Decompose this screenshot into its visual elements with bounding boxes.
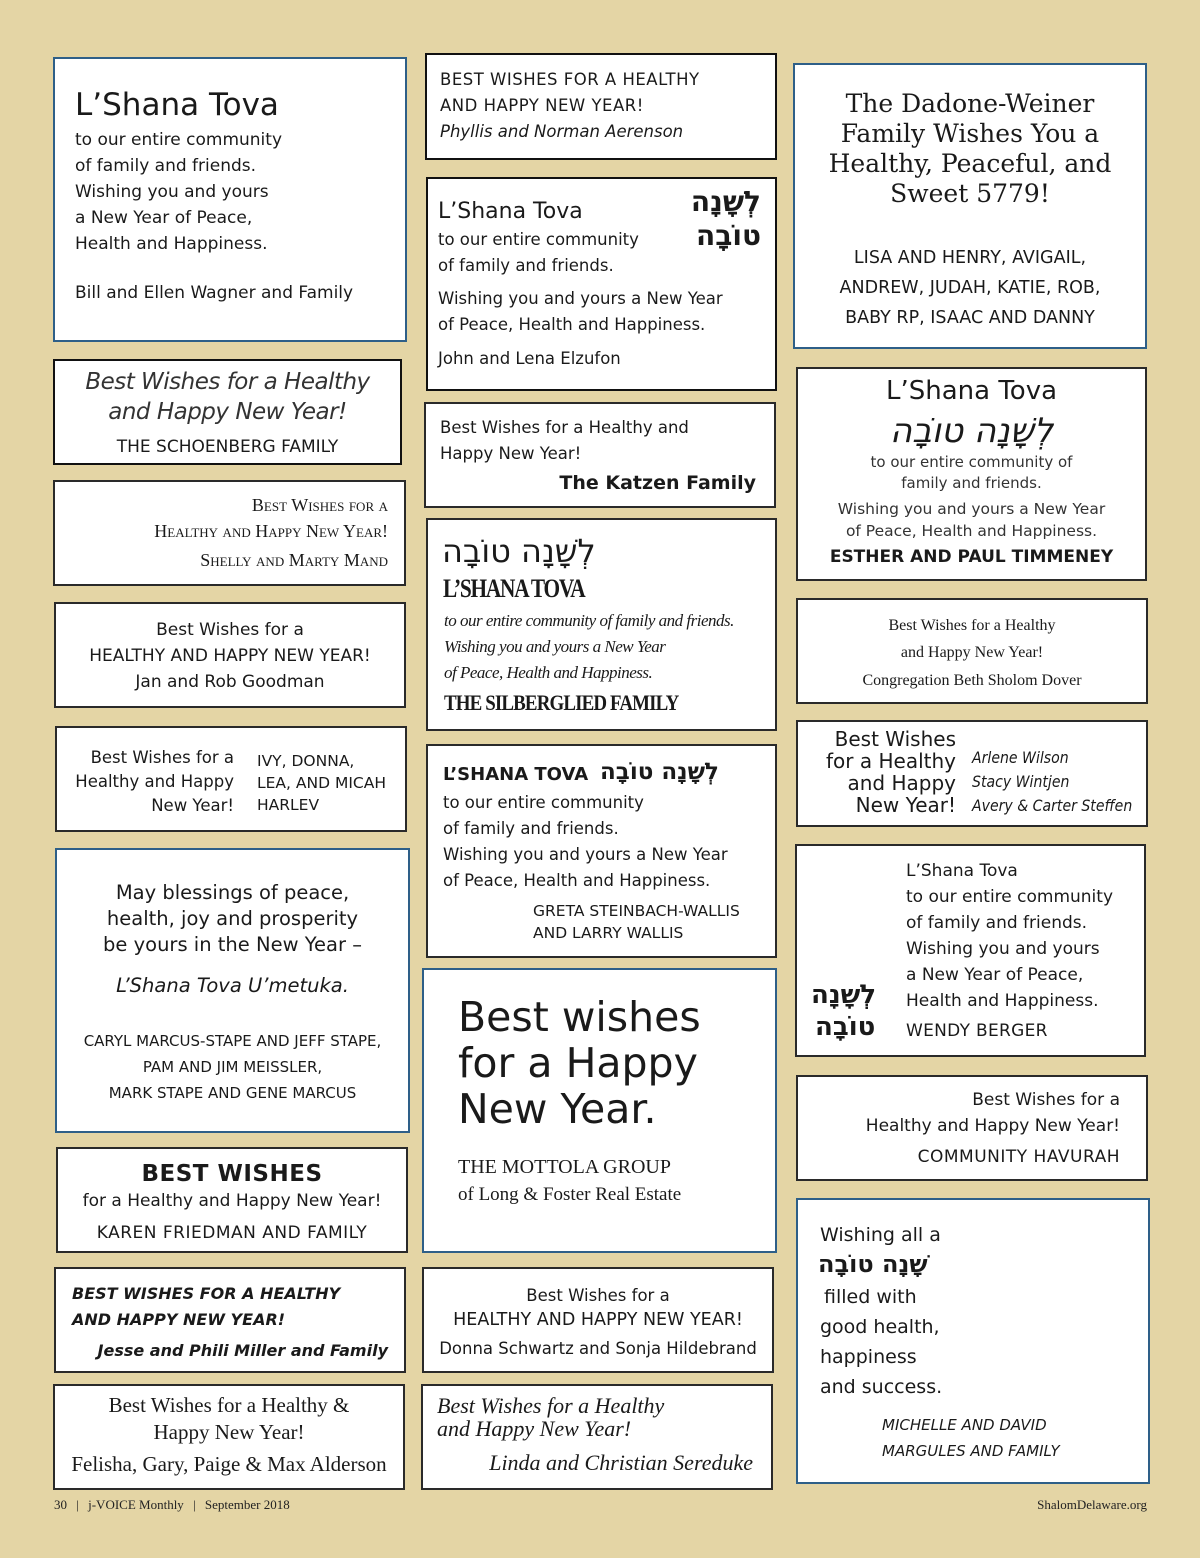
card-line: Healthy and Happy — [75, 772, 234, 791]
card-line: Wishing you and yours a New Year — [443, 845, 728, 864]
greeting-card-elzufon — [426, 177, 777, 391]
card-line: to our entire community — [438, 230, 639, 249]
card-line: for a Healthy and Happy New Year! — [82, 1191, 382, 1211]
card-line: to our entire community — [443, 793, 644, 812]
card-signature: Bill and Ellen Wagner and Family — [75, 283, 354, 303]
greeting-card-miller — [54, 1267, 406, 1373]
card-line: Best Wishes for a Healthy — [85, 369, 370, 395]
card-signature: WENDY BERGER — [906, 1021, 1048, 1041]
card-signature: MICHELLE AND DAVID — [882, 1416, 1047, 1434]
card-line: L’Shana Tova U’metuka. — [116, 974, 349, 997]
card-line: of family and friends. — [443, 819, 619, 838]
greeting-card-silberglied — [426, 518, 777, 731]
card-title: L’Shana Tova — [438, 199, 583, 224]
card-line: Happy New Year! — [440, 444, 582, 463]
card-line: AND HAPPY NEW YEAR! — [72, 1310, 286, 1329]
publication-name: j-VOICE Monthly — [88, 1497, 184, 1512]
card-signature: PAM AND JIM MEISSLER, — [142, 1058, 323, 1076]
card-line: Best Wishes for a Healthy — [888, 617, 1056, 634]
card-line: Healthy, Peaceful, and — [828, 149, 1112, 178]
card-line: Best Wishes for a — [526, 1286, 670, 1305]
card-line: health, joy and prosperity — [106, 907, 359, 930]
card-signature: MARK STAPE AND GENE MARCUS — [108, 1084, 357, 1102]
hebrew-greeting: לְשָׁנָה טוֹבָה — [600, 759, 719, 785]
page-footer — [54, 1497, 290, 1513]
greeting-card-dadone-weiner — [793, 63, 1147, 349]
card-line: Wishing you and yours a New Year — [438, 289, 723, 308]
greeting-card-havurah — [796, 1075, 1148, 1181]
page-number: 30 — [54, 1497, 67, 1512]
greeting-card-schwartz — [422, 1267, 774, 1373]
card-line: Best Wishes for a Healthy & — [108, 1393, 350, 1417]
card-line: Best Wishes for a Healthy and — [440, 418, 689, 437]
card-line: Best Wishes — [834, 727, 956, 751]
card-signature: THE SILBERGLIED FAMILY — [444, 690, 679, 715]
card-signature: ESTHER AND PAUL TIMMENEY — [829, 547, 1114, 567]
card-line: of Peace, Health and Happiness. — [443, 871, 711, 890]
greeting-card-wilson — [796, 720, 1148, 827]
card-line: Healthy and Happy New Year! — [154, 521, 388, 541]
card-signature: Shelly and Marty Mand — [200, 550, 388, 570]
greeting-card-margules — [796, 1198, 1150, 1484]
hebrew-greeting: שָׁנָה טוֹבָה — [818, 1250, 928, 1278]
card-signature: LEA, AND MICAH — [257, 774, 386, 792]
card-line: New Year! — [855, 793, 956, 817]
card-signature: Congregation Beth Sholom Dover — [862, 672, 1082, 689]
card-line: The Dadone-Weiner — [845, 89, 1095, 118]
card-line: to our entire community — [906, 887, 1114, 907]
card-line: New Year! — [151, 796, 234, 815]
greeting-card-wagner — [53, 57, 407, 342]
card-title: Best wishes — [458, 993, 701, 1041]
card-line: and Happy New Year! — [108, 399, 347, 425]
card-line: Healthy and Happy New Year! — [865, 1116, 1120, 1136]
card-signature: Avery & Carter Steffen — [972, 796, 1133, 815]
card-signature: BABY RP, ISAAC AND DANNY — [845, 308, 1095, 328]
card-signature: Phyllis and Norman Aerenson — [440, 122, 684, 141]
card-title: L’Shana Tova — [906, 861, 1018, 881]
card-line: to our entire community of family and friends. — [444, 611, 734, 630]
card-line: of Peace, Health and Happiness. — [444, 663, 653, 682]
card-signature: GRETA STEINBACH-WALLIS — [533, 902, 740, 920]
card-signature: Donna Schwartz and Sonja Hildebrand — [439, 1339, 757, 1358]
greeting-card-mand — [53, 480, 406, 586]
card-line: to our entire community of — [870, 453, 1073, 471]
card-line: Wishing all a — [820, 1224, 941, 1246]
card-line: Health and Happiness. — [75, 234, 268, 254]
card-line: Best Wishes for a — [251, 495, 388, 515]
card-signature: HARLEV — [257, 796, 320, 814]
card-line: family and friends. — [901, 474, 1042, 492]
greeting-card-wallis — [426, 744, 777, 958]
card-line: Best Wishes for a Healthy — [437, 1393, 665, 1418]
card-line: Happy New Year! — [153, 1420, 305, 1444]
card-title: L’Shana Tova — [885, 376, 1058, 406]
card-line: and success. — [820, 1376, 943, 1398]
card-title: L’SHANA TOVA — [443, 574, 585, 603]
card-signature: Felisha, Gary, Paige & Max Alderson — [71, 1452, 387, 1476]
card-title: New Year. — [458, 1085, 657, 1133]
card-line: BEST WISHES FOR A HEALTHY — [72, 1284, 341, 1303]
card-signature: of Long & Foster Real Estate — [458, 1184, 682, 1205]
card-line: Best Wishes for a — [156, 620, 304, 640]
greeting-card-aerenson — [425, 53, 777, 160]
card-line: a New Year of Peace, — [75, 208, 253, 228]
greeting-card-mottola — [422, 968, 777, 1253]
card-title: L’SHANA TOVA — [443, 764, 589, 785]
hebrew-greeting: טוֹבָה — [815, 1012, 876, 1042]
card-line: and Happy New Year! — [900, 644, 1044, 661]
card-line: Wishing you and yours a New Year — [444, 637, 666, 656]
card-signature: THE MOTTOLA GROUP — [458, 1156, 671, 1178]
footer-separator: | — [76, 1497, 79, 1512]
card-line: to our entire community — [75, 130, 283, 150]
site-url: ShalomDelaware.org — [1037, 1497, 1147, 1512]
card-signature: Linda and Christian Sereduke — [489, 1450, 753, 1475]
card-signature: LISA AND HENRY, AVIGAIL, — [853, 248, 1087, 268]
card-line: of Peace, Health and Happiness. — [438, 315, 706, 334]
greeting-card-stape — [55, 848, 410, 1133]
card-title: for a Happy — [458, 1039, 698, 1087]
card-line: HEALTHY AND HAPPY NEW YEAR! — [89, 646, 371, 666]
greeting-card-sereduke — [421, 1384, 773, 1490]
hebrew-greeting: לְשָׁנָה — [690, 185, 761, 218]
greeting-card-katzen — [424, 402, 776, 508]
card-line: filled with — [824, 1286, 917, 1308]
card-title: L’Shana Tova — [75, 87, 279, 123]
card-line: happiness — [820, 1346, 917, 1368]
greeting-card-timmeney — [796, 367, 1147, 581]
card-signature: AND LARRY WALLIS — [533, 924, 684, 942]
card-line: Wishing you and yours — [75, 182, 269, 202]
card-signature: Jan and Rob Goodman — [135, 672, 325, 692]
card-signature: Stacy Wintjen — [972, 772, 1070, 791]
card-title: BEST WISHES — [141, 1161, 323, 1187]
card-signature: John and Lena Elzufon — [438, 349, 621, 368]
card-line: Family Wishes You a — [840, 119, 1100, 148]
card-line: BEST WISHES FOR A HEALTHY — [440, 70, 700, 89]
card-signature: Jesse and Phili Miller and Family — [97, 1341, 388, 1360]
card-line: Wishing you and yours — [906, 939, 1100, 959]
hebrew-greeting: לְשָׁנָה טוֹבָה — [442, 532, 596, 570]
card-signature: Arlene Wilson — [972, 748, 1069, 767]
card-line: for a Healthy — [826, 749, 956, 773]
greeting-card-beth-sholom — [796, 598, 1148, 704]
card-signature: KAREN FRIEDMAN AND FAMILY — [96, 1223, 368, 1243]
greeting-card-harlev — [55, 726, 407, 832]
card-line: and Happy — [847, 771, 956, 795]
card-line: Wishing you and yours a New Year — [837, 500, 1106, 518]
card-line: of family and friends. — [75, 156, 257, 176]
greeting-card-goodman — [54, 602, 406, 708]
greeting-card-alderson — [53, 1384, 405, 1490]
card-line: Health and Happiness. — [906, 991, 1099, 1011]
card-line: good health, — [820, 1316, 940, 1338]
card-signature: THE SCHOENBERG FAMILY — [116, 437, 339, 457]
card-line: of family and friends. — [906, 913, 1088, 933]
card-line: of family and friends. — [438, 256, 614, 275]
greeting-card-schoenberg — [53, 359, 402, 465]
card-line: Sweet 5779! — [890, 179, 1050, 208]
card-line: be yours in the New Year – — [103, 933, 362, 956]
hebrew-greeting: לְשָׁנָה — [811, 980, 877, 1010]
card-signature: ANDREW, JUDAH, KATIE, ROB, — [839, 278, 1101, 298]
card-signature: CARYL MARCUS-STAPE AND JEFF STAPE, — [83, 1032, 382, 1050]
card-line: Best Wishes for a — [972, 1090, 1120, 1110]
issue-date: September 2018 — [204, 1497, 290, 1512]
hebrew-greeting: טוֹבָה — [696, 219, 761, 252]
card-line: a New Year of Peace, — [906, 965, 1084, 985]
card-signature: MARGULES AND FAMILY — [882, 1442, 1060, 1460]
greeting-card-berger — [795, 844, 1146, 1057]
card-signature: IVY, DONNA, — [257, 752, 355, 770]
greeting-card-friedman — [56, 1147, 408, 1253]
card-line: May blessings of peace, — [115, 881, 350, 904]
hebrew-greeting: לְשָׁנָה טוֹבָה — [889, 411, 1054, 451]
card-line: AND HAPPY NEW YEAR! — [440, 96, 644, 115]
card-signature: COMMUNITY HAVURAH — [917, 1147, 1120, 1167]
card-line: HEALTHY AND HAPPY NEW YEAR! — [453, 1310, 743, 1330]
card-line: Best Wishes for a — [90, 748, 234, 767]
card-line: and Happy New Year! — [437, 1416, 632, 1441]
card-line: of Peace, Health and Happiness. — [845, 522, 1098, 540]
footer-separator: | — [193, 1497, 196, 1512]
card-signature: The Katzen Family — [559, 472, 756, 494]
